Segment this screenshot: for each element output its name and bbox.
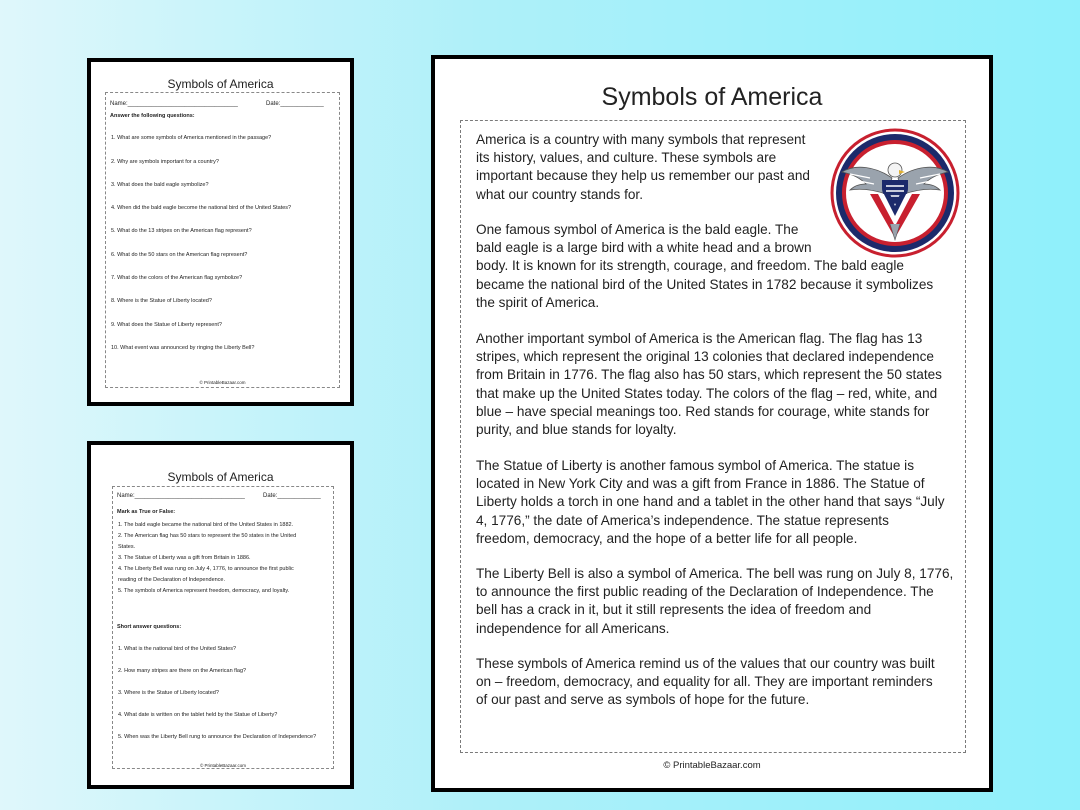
questions-worksheet-thumbnail[interactable] (87, 58, 354, 406)
true-false-item: 5. The symbols of America represent freedom, democracy, and loyalty. (118, 588, 290, 594)
short-answer-item: 3. Where is the Statue of Liberty located? (118, 690, 219, 696)
question-item: 5. What do the 13 stripes on the American flag represent? (111, 228, 252, 234)
true-false-item: 1. The bald eagle became the national bird of the United States in 1882. (118, 522, 294, 528)
true-false-item: 4. The Liberty Bell was rung on July 4, 1776, to announce the first public (118, 566, 294, 572)
question-item: 3. What does the bald eagle symbolize? (111, 182, 209, 188)
name-field-label: Name:_________________________________ (110, 101, 238, 107)
short-answer-heading: Short answer questions: (117, 624, 182, 630)
question-item: 9. What does the Statue of Liberty represent? (111, 322, 222, 328)
worksheet-title: Symbols of America (167, 470, 274, 484)
date-field-label: Date:_____________ (266, 101, 324, 107)
passage-paragraph-flag: Another important symbol of America is the American flag. The flag has 13 stripes, which represent the original 13 colonies that declared independence from Britain in 1776. The flag also has 50 stars, which represent the 50 states that make up the United States today. The colors of the flag – red, white, and blue – have special meanings too. Red stands for courage, white stands for purity, and blue stands for loyalty. (476, 331, 942, 438)
short-answer-item: 1. What is the national bird of the United States? (118, 646, 237, 652)
instruction-heading: Answer the following questions: (110, 113, 195, 119)
question-item: 8. Where is the Statue of Liberty located? (111, 298, 212, 304)
true-false-item: 2. The American flag has 50 stars to represent the 50 states in the United (118, 533, 297, 539)
passage-paragraph-bald-eagle: One famous symbol of America is the bald eagle. The bald eagle is a large bird with a white head and a brown body. It is known for its strength, courage, and freedom. The bald eagle became the national bird of the United States in 1782 because it symbolizes the spirit of America. (476, 222, 934, 310)
short-answer-item: 5. When was the Liberty Bell rung to announce the Declaration of Independence? (118, 734, 317, 740)
question-item: 7. What do the colors of the American flag symbolize? (111, 275, 243, 281)
copyright-text: © PrintableBazaar.com (663, 760, 761, 771)
question-item: 2. Why are symbols important for a country? (111, 159, 219, 165)
worksheet-frame (105, 92, 340, 388)
name-field-label: Name:_________________________________ (117, 493, 245, 499)
question-item: 4. When did the bald eagle become the national bird of the United States? (111, 205, 292, 211)
passage-paragraph-intro: America is a country with many symbols that represent its history, values, and culture. These symbols are important because they help us remember our past and what our country stands for. (476, 132, 810, 202)
short-answer-item: 2. How many stripes are there on the American flag? (118, 668, 247, 674)
worksheet-title: Symbols of America (167, 77, 274, 91)
passage-title: Symbols of America (601, 83, 823, 111)
true-false-heading: Mark as True or False: (117, 509, 176, 515)
passage-paragraph-statue-of-liberty: The Statue of Liberty is another famous symbol of America. The statue is located in New York City and was a gift from France in 1886. The Statue of Liberty holds a torch in one hand and a tablet in the other hand that says “July 4, 1776,” the date of America’s independence. The statue represents freedom, democracy, and the hope of a better life for all people. (476, 458, 945, 546)
copyright-text: © PrintableBazaar.com (199, 763, 247, 768)
reading-passage-page[interactable] (431, 55, 993, 792)
true-false-item: reading of the Declaration of Independence. (118, 577, 226, 583)
date-field-label: Date:_____________ (263, 493, 321, 499)
copyright-text: © PrintableBazaar.com (199, 380, 246, 385)
true-false-worksheet-thumbnail[interactable] (87, 441, 354, 789)
true-false-item: States. (118, 544, 136, 550)
passage-paragraph-conclusion: These symbols of America remind us of the values that our country was built on – freedom, democracy, and equality for all. They are important reminders of our past and serve as symbols of hope for the future. (476, 656, 935, 708)
short-answer-item: 4. What date is written on the tablet held by the Statue of Liberty? (118, 712, 278, 718)
question-item: 10. What event was announced by ringing the Liberty Bell? (111, 345, 255, 351)
passage-paragraph-liberty-bell: The Liberty Bell is also a symbol of America. The bell was rung on July 8, 1776, to announce the first public reading of the Declaration of Independence. The bell has a crack in it, but it still represents the idea of freedom and independence for all Americans. (476, 566, 954, 636)
true-false-item: 3. The Statue of Liberty was a gift from Britain in 1886. (118, 555, 251, 561)
worksheet-frame (112, 486, 334, 769)
question-item: 1. What are some symbols of America mentioned in the passage? (111, 135, 272, 141)
question-item: 6. What do the 50 stars on the American flag represent? (111, 252, 248, 258)
